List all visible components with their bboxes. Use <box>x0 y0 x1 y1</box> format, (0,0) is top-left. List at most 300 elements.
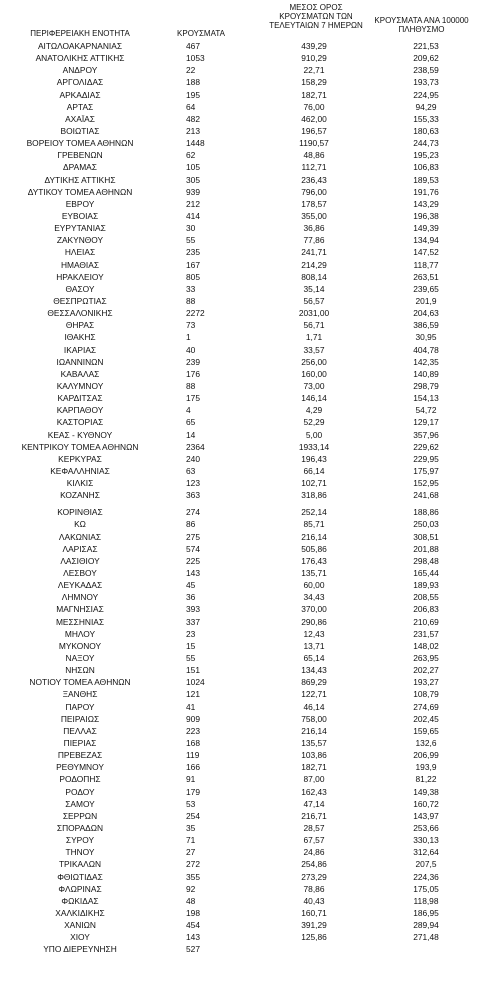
cell-cases: 86 <box>186 519 196 530</box>
cell-cases-per-100k: 241,68 <box>413 490 439 501</box>
cell-avg-7-days: 56,57 <box>303 295 325 306</box>
table-row <box>0 749 485 761</box>
cell-avg-7-days: 808,14 <box>301 271 327 282</box>
cell-avg-7-days: 391,29 <box>301 920 327 931</box>
table-row <box>0 616 485 628</box>
cell-cases-per-100k: 54,72 <box>415 405 437 416</box>
header-avg-line-3: ΤΕΛΕΥΤΑΙΩΝ 7 ΗΜΕΡΩΝ <box>269 21 363 30</box>
cell-region: ΧΑΛΚΙΔΙΚΗΣ <box>55 907 105 918</box>
cell-avg-7-days: 28,57 <box>303 823 325 833</box>
cell-cases: 176 <box>186 368 200 379</box>
cell-avg-7-days: 60,00 <box>303 580 325 591</box>
table-row <box>0 40 485 52</box>
cell-cases: 195 <box>186 89 200 100</box>
cell-avg-7-days: 214,29 <box>301 259 327 270</box>
table-row <box>0 404 485 416</box>
table-row <box>0 149 485 161</box>
cell-cases: 179 <box>186 786 200 797</box>
cell-region: ΝΑΞΟΥ <box>65 653 95 664</box>
cell-cases: 143 <box>186 932 200 943</box>
cell-cases: 151 <box>186 665 200 676</box>
cell-avg-7-days: 196,57 <box>301 125 327 136</box>
cell-avg-7-days: 4,29 <box>305 405 323 416</box>
table-row <box>0 591 485 603</box>
cell-region: ΛΑΚΩΝΙΑΣ <box>58 531 102 542</box>
cell-avg-7-days: 182,71 <box>301 89 327 100</box>
table-row <box>0 319 485 331</box>
cell-avg-7-days: 216,71 <box>301 810 327 821</box>
cell-region: ΤΡΙΚΑΛΩΝ <box>58 859 102 870</box>
header-cases-per-100k <box>358 16 485 34</box>
cell-cases-per-100k: 209,62 <box>413 53 439 64</box>
cell-region: ΑΡΤΑΣ <box>66 101 94 112</box>
cell-cases: 40 <box>186 344 196 355</box>
table-body <box>0 40 485 956</box>
table-row <box>0 555 485 567</box>
cell-cases: 225 <box>186 555 200 566</box>
table-row <box>0 688 485 700</box>
cell-avg-7-days: 66,14 <box>303 465 325 476</box>
cell-avg-7-days: 370,00 <box>301 604 327 615</box>
cell-avg-7-days: 12,43 <box>303 628 325 639</box>
cell-region: ΑΝΔΡΟΥ <box>62 65 98 76</box>
cell-avg-7-days: 182,71 <box>301 762 327 773</box>
cell-cases-per-100k: 244,73 <box>413 138 439 149</box>
cell-cases-per-100k: 330,13 <box>413 835 439 846</box>
cell-region: ΕΒΡΟΥ <box>65 198 95 209</box>
cell-cases: 88 <box>186 295 196 306</box>
cell-region: ΚΟΡΙΝΘΙΑΣ <box>57 507 103 518</box>
table-row <box>0 567 485 579</box>
table-row <box>0 125 485 137</box>
cell-avg-7-days: 910,29 <box>301 53 327 64</box>
cell-cases-per-100k: 224,36 <box>413 871 439 882</box>
cell-avg-7-days: 1933,14 <box>298 441 330 452</box>
table-row <box>0 76 485 88</box>
header-avg-line-1: ΜΕΣΟΣ ΟΡΟΣ <box>289 3 343 12</box>
table-row <box>0 931 485 943</box>
cell-cases: 73 <box>186 320 196 331</box>
cell-cases-per-100k: 142,35 <box>413 356 439 367</box>
cell-cases: 254 <box>186 810 200 821</box>
cell-region: ΖΑΚΥΝΘΟΥ <box>56 235 104 246</box>
cell-cases-per-100k: 143,29 <box>413 198 439 209</box>
table-row <box>0 506 485 518</box>
cell-avg-7-days: 34,43 <box>303 592 325 603</box>
cell-region: ΚΟΖΑΝΗΣ <box>60 490 100 501</box>
cell-cases-per-100k: 204,63 <box>413 308 439 319</box>
cell-region: ΑΡΚΑΔΙΑΣ <box>59 89 101 100</box>
table-row <box>0 416 485 428</box>
cell-region: ΒΟΙΩΤΙΑΣ <box>60 125 100 136</box>
table-row <box>0 271 485 283</box>
cell-cases: 62 <box>186 150 196 161</box>
cell-cases-per-100k: 180,63 <box>413 125 439 136</box>
cell-cases-per-100k: 149,39 <box>413 223 439 234</box>
table-row <box>0 773 485 785</box>
cell-region: ΛΑΣΙΘΙΟΥ <box>60 555 100 566</box>
cell-cases-per-100k: 206,99 <box>413 750 439 761</box>
cell-region: ΥΠΟ ΔΙΕΡΕΥΝΗΣΗ <box>43 944 117 955</box>
cell-region: ΡΟΔΟΥ <box>65 786 95 797</box>
cell-cases: 27 <box>186 847 196 858</box>
cell-cases: 64 <box>186 101 196 112</box>
cell-avg-7-days: 256,00 <box>301 356 327 367</box>
table-row <box>0 89 485 101</box>
cell-cases: 2364 <box>186 441 205 452</box>
cell-cases-per-100k: 106,83 <box>413 162 439 173</box>
cell-region: ΛΗΜΝΟΥ <box>61 592 99 603</box>
cell-cases: 1 <box>186 332 191 343</box>
cell-cases-per-100k: 143,97 <box>413 810 439 821</box>
cell-region: ΝΟΤΙΟΥ ΤΟΜΕΑ ΑΘΗΝΩΝ <box>29 677 131 688</box>
cell-cases: 14 <box>186 429 196 440</box>
cell-cases: 1024 <box>186 677 205 688</box>
cell-avg-7-days: 85,71 <box>303 519 325 530</box>
cell-cases: 23 <box>186 628 196 639</box>
header-per-line-2: ΠΛΗΘΥΣΜΟ <box>398 25 445 34</box>
cell-avg-7-days: 56,71 <box>303 320 325 331</box>
cell-avg-7-days: 1,71 <box>305 332 323 343</box>
cell-cases-per-100k: 149,38 <box>413 786 439 797</box>
table-row <box>0 52 485 64</box>
cell-region: ΘΑΣΟΥ <box>65 283 95 294</box>
cell-cases: 65 <box>186 417 196 428</box>
table-row <box>0 943 485 955</box>
cell-cases-per-100k: 155,33 <box>413 113 439 124</box>
cell-cases-per-100k: 206,83 <box>413 604 439 615</box>
cell-avg-7-days: 462,00 <box>301 113 327 124</box>
cell-region: ΣΕΡΡΩΝ <box>62 810 98 821</box>
cell-cases: 393 <box>186 604 200 615</box>
cell-cases: 363 <box>186 490 200 501</box>
cell-cases-per-100k: 189,53 <box>413 174 439 185</box>
table-row <box>0 356 485 368</box>
cell-avg-7-days: 5,00 <box>305 429 323 440</box>
cell-region: ΓΡΕΒΕΝΩΝ <box>57 150 103 161</box>
cell-cases: 213 <box>186 125 200 136</box>
cell-region: ΒΟΡΕΙΟΥ ΤΟΜΕΑ ΑΘΗΝΩΝ <box>26 138 134 149</box>
cell-cases: 167 <box>186 259 200 270</box>
cell-avg-7-days: 122,71 <box>301 689 327 700</box>
cell-cases: 212 <box>186 198 200 209</box>
cell-region: ΗΜΑΘΙΑΣ <box>60 259 100 270</box>
table-row <box>0 344 485 356</box>
cell-region: ΠΡΕΒΕΖΑΣ <box>57 750 103 761</box>
cell-cases-per-100k: 193,27 <box>413 677 439 688</box>
cell-cases: 33 <box>186 283 196 294</box>
cell-region: ΜΥΚΟΝΟΥ <box>58 640 102 651</box>
cell-avg-7-days: 318,86 <box>301 490 327 501</box>
cell-region: ΦΛΩΡΙΝΑΣ <box>58 883 102 894</box>
cell-region: ΑΙΤΩΛΟΑΚΑΡΝΑΝΙΑΣ <box>37 41 123 51</box>
cell-cases: 35 <box>186 823 196 833</box>
table-row <box>0 676 485 688</box>
table-row <box>0 101 485 113</box>
cell-avg-7-days: 35,14 <box>303 283 325 294</box>
cell-region: ΡΟΔΟΠΗΣ <box>59 774 101 785</box>
cell-avg-7-days: 273,29 <box>301 871 327 882</box>
cell-cases-per-100k: 94,29 <box>415 101 437 112</box>
cell-cases-per-100k: 238,59 <box>413 65 439 76</box>
cell-cases-per-100k: 202,45 <box>413 713 439 724</box>
cell-cases: 198 <box>186 907 200 918</box>
cell-region: ΚΕΡΚΥΡΑΣ <box>58 453 102 464</box>
cell-cases: 91 <box>186 774 196 785</box>
table-row <box>0 161 485 173</box>
cell-cases-per-100k: 224,95 <box>413 89 439 100</box>
cell-region: ΤΗΝΟΥ <box>65 847 95 858</box>
cell-cases: 119 <box>186 750 200 761</box>
cell-cases: 240 <box>186 453 200 464</box>
cell-cases-per-100k: 250,03 <box>413 519 439 530</box>
table-row <box>0 210 485 222</box>
cell-region: ΔΥΤΙΚΗΣ ΑΤΤΙΚΗΣ <box>44 174 116 185</box>
cell-cases-per-100k: 193,9 <box>415 762 437 773</box>
table-row <box>0 368 485 380</box>
table-row <box>0 186 485 198</box>
cell-cases-per-100k: 186,95 <box>413 907 439 918</box>
table-row <box>0 871 485 883</box>
table-row <box>0 883 485 895</box>
table-row <box>0 392 485 404</box>
header-region: ΠΕΡΙΦΕΡΕΙΑΚΗ ΕΝΟΤΗΤΑ <box>30 29 130 38</box>
table-row <box>0 531 485 543</box>
table-row <box>0 603 485 615</box>
cell-avg-7-days: 47,14 <box>303 798 325 809</box>
table-row <box>0 846 485 858</box>
header-per-line-1: ΚΡΟΥΣΜΑΤΑ ΑΝΑ 100000 <box>374 16 469 25</box>
cell-avg-7-days: 158,29 <box>301 77 327 88</box>
table-row <box>0 858 485 870</box>
cell-avg-7-days: 76,00 <box>303 101 325 112</box>
cell-avg-7-days: 67,57 <box>303 835 325 846</box>
cell-avg-7-days: 355,00 <box>301 210 327 221</box>
cell-cases-per-100k: 274,69 <box>413 701 439 712</box>
table-row <box>0 295 485 307</box>
cell-avg-7-days: 33,57 <box>303 344 325 355</box>
cell-avg-7-days: 134,43 <box>301 665 327 676</box>
cell-region: ΙΘΑΚΗΣ <box>64 332 96 343</box>
cell-region: ΕΥΒΟΙΑΣ <box>61 210 99 221</box>
cell-avg-7-days: 196,43 <box>301 453 327 464</box>
cell-cases-per-100k: 404,78 <box>413 344 439 355</box>
cell-avg-7-days: 73,00 <box>303 380 325 391</box>
cell-region: ΘΕΣΣΑΛΟΝΙΚΗΣ <box>47 308 113 319</box>
cell-region: ΚΑΒΑΛΑΣ <box>60 368 100 379</box>
cell-avg-7-days: 254,86 <box>301 859 327 870</box>
cell-cases: 105 <box>186 162 200 173</box>
cell-region: ΗΛΕΙΑΣ <box>64 247 96 258</box>
cell-avg-7-days: 24,86 <box>303 847 325 858</box>
cell-cases-per-100k: 134,94 <box>413 235 439 246</box>
cell-cases-per-100k: 154,13 <box>413 393 439 404</box>
table-row <box>0 331 485 343</box>
table-row <box>0 640 485 652</box>
table-row <box>0 628 485 640</box>
cell-cases: 1053 <box>186 53 205 64</box>
cell-cases: 467 <box>186 41 200 51</box>
header-cases: ΚΡΟΥΣΜΑΤΑ <box>177 29 225 38</box>
table-row <box>0 786 485 798</box>
cell-cases-per-100k: 165,44 <box>413 568 439 579</box>
table-row <box>0 907 485 919</box>
cell-cases-per-100k: 191,76 <box>413 186 439 197</box>
cell-cases: 235 <box>186 247 200 258</box>
cell-cases: 36 <box>186 592 196 603</box>
cell-region: ΦΘΙΩΤΙΔΑΣ <box>57 871 103 882</box>
cell-avg-7-days: 505,86 <box>301 543 327 554</box>
table-row <box>0 246 485 258</box>
cell-cases-per-100k: 253,66 <box>413 823 439 833</box>
cell-avg-7-days: 87,00 <box>303 774 325 785</box>
cell-cases-per-100k: 160,72 <box>413 798 439 809</box>
cell-avg-7-days: 103,86 <box>301 750 327 761</box>
table-header <box>0 0 485 40</box>
cell-cases-per-100k: 263,51 <box>413 271 439 282</box>
table-row <box>0 834 485 846</box>
cell-cases: 223 <box>186 725 200 736</box>
cell-region: ΝΗΣΩΝ <box>65 665 95 676</box>
cell-avg-7-days: 758,00 <box>301 713 327 724</box>
cell-cases-per-100k: 108,79 <box>413 689 439 700</box>
cell-region: ΣΑΜΟΥ <box>65 798 95 809</box>
cell-cases: 63 <box>186 465 196 476</box>
cell-cases-per-100k: 289,94 <box>413 920 439 931</box>
cell-region: ΕΥΡΥΤΑΝΙΑΣ <box>54 223 106 234</box>
table-row <box>0 441 485 453</box>
cell-cases-per-100k: 201,9 <box>415 295 437 306</box>
cell-avg-7-days: 160,71 <box>301 907 327 918</box>
cell-region: ΣΠΟΡΑΔΩΝ <box>56 823 104 833</box>
cell-cases-per-100k: 195,23 <box>413 150 439 161</box>
cell-cases: 30 <box>186 223 196 234</box>
cell-cases-per-100k: 152,95 <box>413 478 439 489</box>
cell-region: ΑΧΑΪΑΣ <box>65 113 95 124</box>
cell-cases-per-100k: 140,89 <box>413 368 439 379</box>
cell-region: ΚΕΦΑΛΛΗΝΙΑΣ <box>50 465 110 476</box>
cell-cases: 55 <box>186 653 196 664</box>
cell-avg-7-days: 796,00 <box>301 186 327 197</box>
cell-avg-7-days: 13,71 <box>303 640 325 651</box>
cell-cases: 48 <box>186 895 196 906</box>
cell-avg-7-days: 40,43 <box>303 895 325 906</box>
cell-avg-7-days: 216,14 <box>301 531 327 542</box>
cell-region: ΔΡΑΜΑΣ <box>63 162 97 173</box>
cell-cases: 909 <box>186 713 200 724</box>
cell-cases-per-100k: 231,57 <box>413 628 439 639</box>
cell-cases-per-100k: 308,51 <box>413 531 439 542</box>
cell-cases-per-100k: 298,79 <box>413 380 439 391</box>
cell-cases: 272 <box>186 859 200 870</box>
cell-cases-per-100k: 386,59 <box>413 320 439 331</box>
cell-cases: 305 <box>186 174 200 185</box>
cell-cases-per-100k: 271,48 <box>413 932 439 943</box>
cell-cases: 71 <box>186 835 196 846</box>
cell-avg-7-days: 146,14 <box>301 393 327 404</box>
cell-avg-7-days: 135,71 <box>301 568 327 579</box>
cell-avg-7-days: 78,86 <box>303 883 325 894</box>
cell-cases: 175 <box>186 393 200 404</box>
cell-region: ΚΙΛΚΙΣ <box>66 478 94 489</box>
table-row <box>0 64 485 76</box>
table-row <box>0 380 485 392</box>
cell-cases: 121 <box>186 689 200 700</box>
cell-region: ΗΡΑΚΛΕΙΟΥ <box>56 271 104 282</box>
cell-avg-7-days: 65,14 <box>303 653 325 664</box>
cell-cases-per-100k: 229,62 <box>413 441 439 452</box>
cell-cases: 239 <box>186 356 200 367</box>
cell-cases-per-100k: 189,93 <box>413 580 439 591</box>
cell-avg-7-days: 77,86 <box>303 235 325 246</box>
cell-avg-7-days: 135,57 <box>301 738 327 749</box>
cell-cases-per-100k: 175,97 <box>413 465 439 476</box>
table-row <box>0 919 485 931</box>
cell-avg-7-days: 52,29 <box>303 417 325 428</box>
cell-region: ΔΥΤΙΚΟΥ ΤΟΜΕΑ ΑΘΗΝΩΝ <box>27 186 133 197</box>
table-row <box>0 174 485 186</box>
cell-cases-per-100k: 175,05 <box>413 883 439 894</box>
cell-cases: 4 <box>186 405 191 416</box>
cell-cases: 2272 <box>186 308 205 319</box>
table-row <box>0 259 485 271</box>
cell-region: ΙΩΑΝΝΙΝΩΝ <box>56 356 104 367</box>
cell-region: ΛΑΡΙΣΑΣ <box>62 543 98 554</box>
cell-cases-per-100k: 118,77 <box>413 259 439 270</box>
cell-region: ΠΑΡΟΥ <box>65 701 95 712</box>
cell-avg-7-days: 252,14 <box>301 507 327 518</box>
table-row <box>0 701 485 713</box>
cell-region: ΧΙΟΥ <box>70 932 90 943</box>
cell-cases-per-100k: 312,64 <box>413 847 439 858</box>
cell-cases: 41 <box>186 701 196 712</box>
table-row <box>0 761 485 773</box>
cell-cases-per-100k: 298,48 <box>413 555 439 566</box>
cell-cases-per-100k: 81,22 <box>415 774 437 785</box>
cell-cases: 188 <box>186 77 200 88</box>
cell-cases-per-100k: 30,95 <box>415 332 437 343</box>
cell-cases-per-100k: 129,17 <box>413 417 439 428</box>
cell-avg-7-days: 112,71 <box>301 162 327 173</box>
table-row <box>0 234 485 246</box>
cell-region: ΜΕΣΣΗΝΙΑΣ <box>55 616 105 627</box>
cell-region: ΚΑΛΥΜΝΟΥ <box>56 380 104 391</box>
cell-region: ΙΚΑΡΙΑΣ <box>63 344 97 355</box>
cell-region: ΦΩΚΙΔΑΣ <box>61 895 99 906</box>
cell-region: ΘΗΡΑΣ <box>65 320 95 331</box>
cell-cases: 454 <box>186 920 200 931</box>
cell-region: ΣΥΡΟΥ <box>65 835 95 846</box>
cell-cases: 414 <box>186 210 200 221</box>
cell-cases: 92 <box>186 883 196 894</box>
cell-avg-7-days: 22,71 <box>303 65 325 76</box>
cell-cases: 337 <box>186 616 200 627</box>
table-row <box>0 652 485 664</box>
cell-cases-per-100k: 201,88 <box>413 543 439 554</box>
cell-cases: 55 <box>186 235 196 246</box>
cell-cases: 88 <box>186 380 196 391</box>
table-row <box>0 137 485 149</box>
cell-cases: 143 <box>186 568 200 579</box>
cell-region: ΘΕΣΠΡΩΤΙΑΣ <box>53 295 107 306</box>
cell-avg-7-days: 869,29 <box>301 677 327 688</box>
table-row <box>0 725 485 737</box>
table-row <box>0 579 485 591</box>
table-row <box>0 453 485 465</box>
cell-region: ΜΗΛΟΥ <box>64 628 96 639</box>
cell-avg-7-days: 178,57 <box>301 198 327 209</box>
cell-region: ΑΡΓΟΛΙΔΑΣ <box>56 77 104 88</box>
